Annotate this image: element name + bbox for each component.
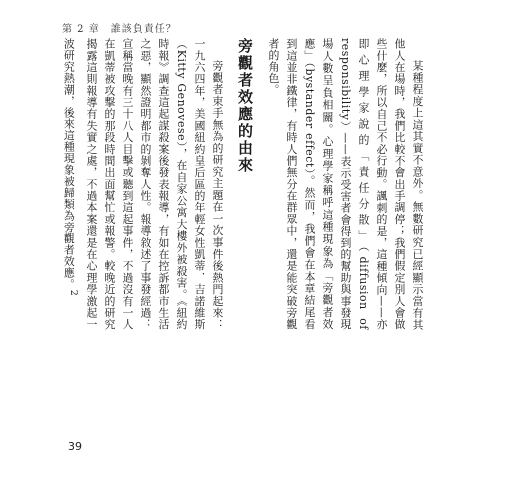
paragraph-bystander-origin-text: 旁觀者束手無為的研究主題在一次事件後熱門起來：一九六四年，美國紐約皇后區的年輕女性凱蒂．吉諾維斯（Kitty Genovese），在自家公寓大樓外被殺害。《紐約時報》調查這起謀殺案後發表報導，有如在控訴都市生活之惡，顯然證明都市的剝奪人性。報導敘述了事發經過：宣稱當晚有三十八人目擊或聽到這起事件，不過沒有一人在凱蒂被攻擊的那段時間出面幫忙或報警。較晚近的研究揭露這則報導有失實之處，不過本案還是在心理學激起一波研究熱潮，後來這種現象被歸類為旁觀者效應。: [62, 38, 224, 330]
paragraph-diffusion-of-responsibility: 某種程度上這其實不意外。無數研究已經顯示當有其他人在場時，我們比較不會出手調停；我們假定別人會做些什麼，所以自己不必行動。諷刺的是，這種傾向——亦即心理學家說的「責任分散」（diffusion of responsibility）——表示受害者會得到的幫助與事發現場人數呈負相關。心理學家稱呼這種現象為「旁觀者效應」（bystander effect）。然而，我們會在本章結尾看到這並非鐵律，有時人們無分在群眾中，還是能突破旁觀者的角色。: [267, 38, 424, 330]
body-text: [62, 38, 426, 330]
page-number: 39: [68, 440, 82, 453]
section-heading: 旁觀者效應的由來: [236, 38, 254, 174]
paragraph-bystander-origin: [59, 38, 226, 330]
running-head: 第 2 章 誰該負責任？: [62, 24, 177, 35]
footnote-marker: 2: [68, 289, 78, 297]
